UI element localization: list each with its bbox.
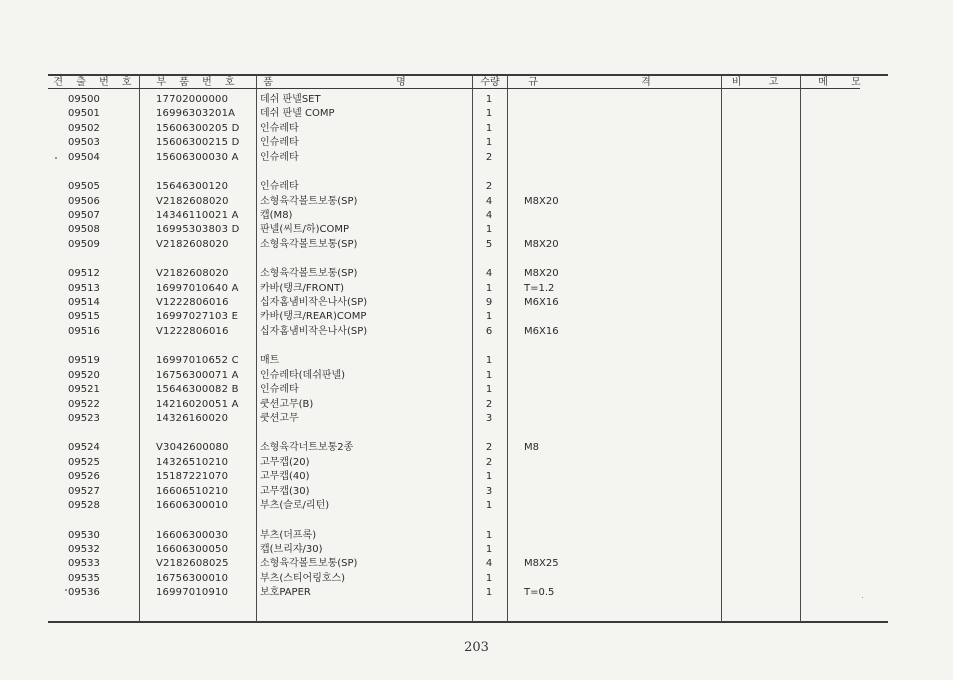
part-number: 16997027103 E — [156, 311, 239, 323]
table-row — [0, 325, 953, 339]
table-row — [0, 223, 953, 237]
quantity: 4 — [485, 209, 493, 221]
specification: M8X20 — [524, 268, 559, 280]
part-number: V2182608020 — [156, 268, 229, 280]
item-number: 09535 — [68, 572, 100, 584]
quantity: 1 — [485, 471, 493, 483]
part-name: 카바(탱크/FRONT) — [260, 282, 344, 294]
quantity: 1 — [485, 529, 493, 541]
part-name: 부츠(스티어링호스) — [260, 572, 346, 584]
quantity: 4 — [485, 268, 493, 280]
part-name: 인슈레타 — [260, 181, 299, 193]
part-number: 15606300205 D — [156, 122, 240, 134]
item-number: 09524 — [68, 442, 100, 454]
specification: T=1.2 — [524, 282, 555, 294]
part-number: 16756300010 — [156, 572, 229, 584]
scan-speck — [55, 157, 57, 159]
part-name: 고무캡(40) — [260, 471, 310, 483]
quantity: 1 — [485, 500, 493, 512]
item-number: 09521 — [68, 384, 100, 396]
part-number: 16606300030 — [156, 529, 229, 541]
part-name: 소형육각너트보통2종 — [260, 442, 354, 454]
quantity: 1 — [485, 355, 493, 367]
header-memo: 메 모 — [818, 77, 871, 88]
part-name: 인슈레타(데쉬판넬) — [260, 369, 346, 381]
part-name: 쿳션고무 — [260, 412, 299, 424]
table-row — [0, 529, 953, 543]
item-number: 09533 — [68, 558, 100, 570]
quantity: 1 — [485, 572, 493, 584]
header-spec: 규 격 — [528, 77, 701, 88]
part-name: 데쉬 판넬 COMP — [260, 108, 335, 120]
quantity: 4 — [485, 195, 493, 207]
part-number: 17702000000 — [156, 94, 229, 105]
item-number: 09512 — [68, 268, 100, 280]
table-row — [0, 586, 953, 600]
part-name: 매트 — [260, 355, 280, 367]
quantity: 2 — [485, 442, 493, 454]
part-name: 부츠(더프록) — [260, 529, 317, 541]
table-row — [0, 383, 953, 397]
table-row — [0, 151, 953, 165]
header-part-name: 품 명 — [263, 77, 466, 88]
quantity: 2 — [485, 398, 493, 410]
part-number: V1222806016 — [156, 297, 229, 309]
part-name: 고무캡(30) — [260, 485, 310, 497]
quantity: 1 — [485, 311, 493, 323]
table-row — [0, 267, 953, 281]
table-row — [0, 209, 953, 223]
quantity: 1 — [485, 224, 493, 236]
quantity: 1 — [485, 94, 493, 105]
item-number: 09528 — [68, 500, 100, 512]
item-number: 09519 — [68, 355, 100, 367]
specification: M8X20 — [524, 195, 559, 207]
quantity: 2 — [485, 181, 493, 193]
item-number: 09530 — [68, 529, 100, 541]
table-row — [0, 470, 953, 484]
quantity: 1 — [485, 282, 493, 294]
item-number: 09516 — [68, 325, 100, 337]
table-row — [0, 485, 953, 499]
item-number: 09520 — [68, 369, 100, 381]
part-number: 15606300030 A — [156, 151, 239, 163]
part-name: 십자홈냄비작은나사(SP) — [260, 297, 368, 309]
part-number: V1222806016 — [156, 325, 229, 337]
item-number: 09503 — [68, 137, 100, 149]
item-number: 09508 — [68, 224, 100, 236]
table-row — [0, 412, 953, 426]
item-number: 09502 — [68, 122, 100, 134]
quantity: 5 — [485, 238, 493, 250]
part-number: 16606510210 — [156, 485, 229, 497]
item-number: 09536 — [68, 587, 100, 599]
part-number: V3042600080 — [156, 442, 229, 454]
part-name: 소형육각볼트보통(SP) — [260, 558, 358, 570]
scan-speck — [862, 597, 863, 598]
quantity: 1 — [485, 369, 493, 381]
part-number: 16997010910 — [156, 587, 229, 599]
quantity: 4 — [485, 558, 493, 570]
table-row — [0, 180, 953, 194]
part-name: 판넬(씨트/하)COMP — [260, 224, 349, 236]
item-number: 09515 — [68, 311, 100, 323]
table-bottom-rule — [48, 621, 888, 623]
part-name: 인슈레타 — [260, 137, 299, 149]
part-number: 14326510210 — [156, 456, 229, 468]
item-number: 09514 — [68, 297, 100, 309]
quantity: 3 — [485, 412, 493, 424]
item-number: 09507 — [68, 209, 100, 221]
table-row — [0, 296, 953, 310]
table-row — [0, 398, 953, 412]
part-name: 캡(M8) — [260, 209, 293, 221]
part-number: 14216020051 A — [156, 398, 239, 410]
item-number: 09526 — [68, 471, 100, 483]
part-name: 캡(브리쟈/30) — [260, 544, 323, 555]
header-quantity: 수량 — [480, 77, 500, 88]
header-part-number: 부 품 번 호 — [156, 77, 240, 88]
part-name: 인슈레타 — [260, 384, 299, 396]
table-row — [0, 310, 953, 324]
table-row — [0, 122, 953, 136]
part-number: 15646300120 — [156, 181, 229, 193]
quantity: 2 — [485, 456, 493, 468]
specification: M6X16 — [524, 297, 559, 309]
item-number: 09513 — [68, 282, 100, 294]
part-number: 16995303803 D — [156, 224, 240, 236]
quantity: 1 — [485, 384, 493, 396]
quantity: 1 — [485, 544, 493, 555]
part-number: 16606300050 — [156, 544, 229, 555]
table-row — [0, 136, 953, 150]
quantity: 1 — [485, 122, 493, 134]
part-name: 십자홈냄비작은나사(SP) — [260, 325, 368, 337]
header-bottom-rule — [48, 88, 860, 89]
page-number: 203 — [464, 640, 489, 655]
table-row — [0, 456, 953, 470]
header-no: 견 출 번 호 — [53, 77, 137, 88]
part-name: 쿳션고무(B) — [260, 398, 314, 410]
part-number: 16756300071 A — [156, 369, 239, 381]
part-number: 15646300082 B — [156, 384, 239, 396]
table-row — [0, 107, 953, 121]
part-number: 15606300215 D — [156, 137, 240, 149]
part-number: 16997010640 A — [156, 282, 239, 294]
quantity: 1 — [485, 108, 493, 120]
part-number: 16996303201A — [156, 108, 236, 120]
table-row — [0, 441, 953, 455]
specification: M8X20 — [524, 238, 559, 250]
item-number: 09500 — [68, 94, 100, 105]
part-name: 소형육각볼트보통(SP) — [260, 238, 358, 250]
item-number: 09504 — [68, 151, 100, 163]
item-number: 09509 — [68, 238, 100, 250]
item-number: 09523 — [68, 412, 100, 424]
table-row — [0, 572, 953, 586]
table-top-rule — [48, 74, 888, 76]
part-number: 14346110021 A — [156, 209, 239, 221]
part-name: 소형육각볼트보통(SP) — [260, 268, 358, 280]
part-name: 보호PAPER — [260, 587, 311, 599]
table-row — [0, 282, 953, 296]
part-number: 15187221070 — [156, 471, 229, 483]
quantity: 2 — [485, 151, 493, 163]
part-number: 16606300010 — [156, 500, 229, 512]
header-remark: 비 고 — [731, 77, 791, 88]
quantity: 3 — [485, 485, 493, 497]
specification: T=0.5 — [524, 587, 555, 599]
table-row — [0, 499, 953, 513]
part-name: 인슈레타 — [260, 151, 299, 163]
quantity: 1 — [485, 137, 493, 149]
specification: M6X16 — [524, 325, 559, 337]
part-name: 카바(탱크/REAR)COMP — [260, 311, 367, 323]
table-row — [0, 238, 953, 252]
quantity: 6 — [485, 325, 493, 337]
table-row — [0, 354, 953, 368]
part-number: 14326160020 — [156, 412, 229, 424]
item-number: 09505 — [68, 181, 100, 193]
item-number: 09532 — [68, 544, 100, 555]
quantity: 1 — [485, 587, 493, 599]
part-number: 16997010652 C — [156, 355, 239, 367]
table-row — [0, 543, 953, 557]
part-number: V2182608025 — [156, 558, 229, 570]
part-name: 소형육각볼트보통(SP) — [260, 195, 358, 207]
item-number: 09522 — [68, 398, 100, 410]
part-name: 고무캡(20) — [260, 456, 310, 468]
table-row — [0, 195, 953, 209]
part-number: V2182608020 — [156, 238, 229, 250]
table-row — [0, 557, 953, 571]
scan-speck — [65, 589, 67, 591]
table-row — [0, 93, 953, 107]
part-name: 데쉬 판넬SET — [260, 94, 321, 105]
part-number: V2182608020 — [156, 195, 229, 207]
specification: M8X25 — [524, 558, 559, 570]
item-number: 09527 — [68, 485, 100, 497]
part-name: 부츠(슬로/리턴) — [260, 500, 330, 512]
specification: M8 — [524, 442, 539, 454]
quantity: 9 — [485, 297, 493, 309]
item-number: 09506 — [68, 195, 100, 207]
table-row — [0, 369, 953, 383]
item-number: 09501 — [68, 108, 100, 120]
part-name: 인슈레타 — [260, 122, 299, 134]
item-number: 09525 — [68, 456, 100, 468]
